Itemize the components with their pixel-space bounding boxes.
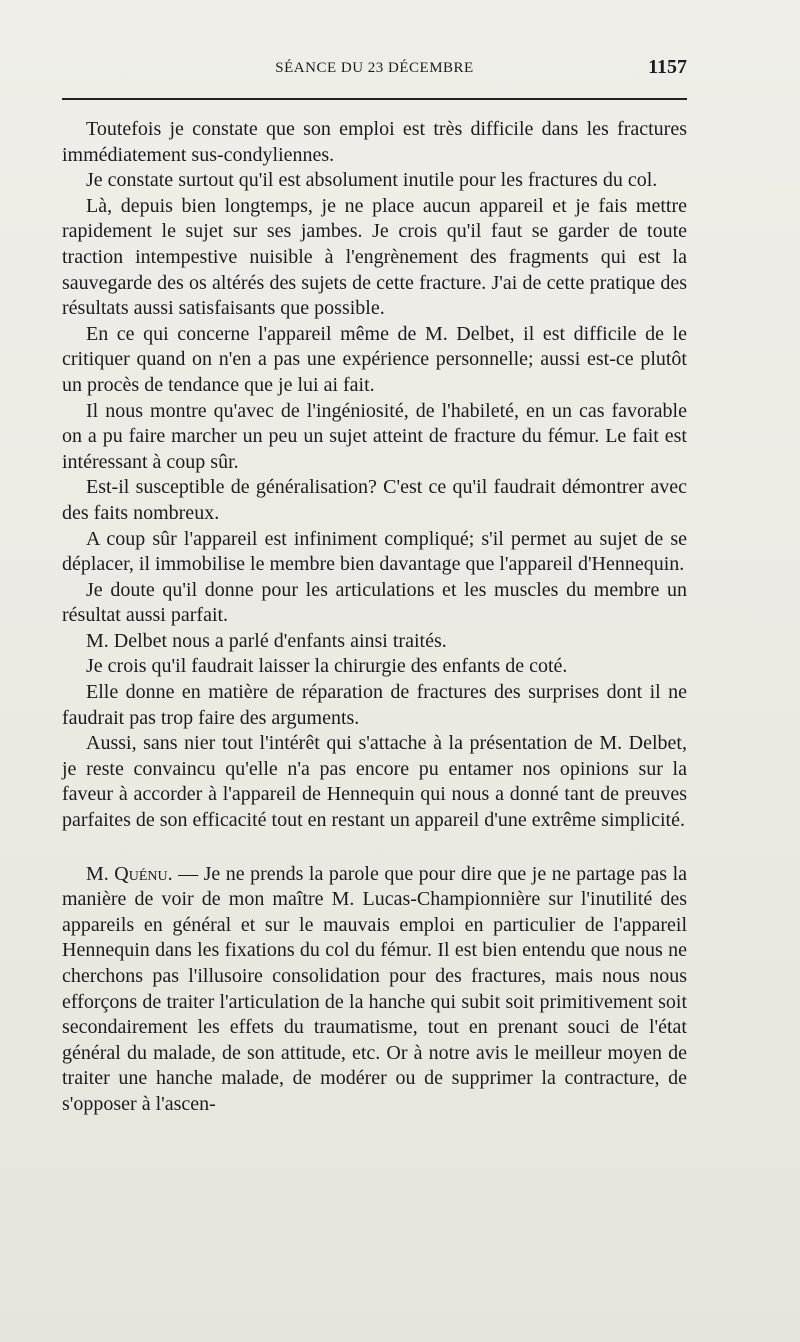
paragraph: Je constate surtout qu'il est absolument inutile pour les fractures du col.	[86, 169, 658, 192]
header-rule	[62, 98, 687, 100]
section-break	[62, 834, 687, 862]
queno-text: — Je ne prends la parole que pour dire que je ne partage pas la manière de voir de mon maître M. Lucas-Championnière sur l'inutilité des appareils en général et sur le mauvais emploi en particulier de l'appareil Hennequin dans les fixations du col du fémur. Il est bien entendu que nous ne cherchons pas l'illusoire consolidation pour des fractures, mais nous nous efforçons de traiter l'articulation de la hanche qui subit soit primitivement soit secondairement les effets du traumatisme, tout en prenant souci de l'état général du malade, de son attitude, etc. Or à notre avis le meilleur moyen de traiter une hanche malade, de modérer ou de supprimer la contracture, de s'opposer à l'ascen-	[62, 862, 688, 1115]
queno-paragraph	[62, 862, 687, 1118]
paragraph: Toutefois je constate que son emploi est très difficile dans les fractures immédiatement sus-condyliennes.	[62, 118, 687, 166]
body-text	[62, 117, 687, 1118]
paragraph: Je doute qu'il donne pour les articulations et les muscles du membre un résultat aussi parfait.	[62, 578, 687, 627]
paragraph: Est-il susceptible de généralisation? C'est ce qu'il faudrait démontrer avec des faits nombreux.	[62, 476, 687, 524]
paragraph: En ce qui concerne l'appareil même de M. Delbet, il est difficile de le critiquer quand on n'en a pas une expérience personnelle; aussi est-ce plutôt un procès de tendance que je lui ai fait.	[62, 322, 687, 396]
paragraph: Elle donne en matière de réparation de fractures des surprises dont il ne faudrait pas trop faire des arguments.	[62, 681, 687, 729]
speaker-name: M. Quénu.	[86, 862, 173, 885]
paragraph: Je crois qu'il faudrait laisser la chirurgie des enfants de coté.	[86, 655, 568, 678]
page-header	[62, 56, 687, 90]
page-number: 1157	[648, 56, 687, 78]
paragraph: M. Delbet nous a parlé d'enfants ainsi traités.	[86, 629, 447, 652]
paragraph: A coup sûr l'appareil est infiniment compliqué; s'il permet au sujet de se déplacer, il immobilise le membre bien davantage que l'appareil d'Hennequin.	[62, 527, 687, 576]
paragraph: Là, depuis bien longtemps, je ne place aucun appareil et je fais mettre rapidement le sujet sur ses jambes. Je crois qu'il faut se garder de toute traction intempestive nuisible à l'engrènement des fragments qui est la sauvegarde des os altérés des sujets de cette fracture. J'ai de cette pratique des résultats aussi satisfaisants que possible.	[62, 194, 687, 320]
paragraph: Aussi, sans nier tout l'intérêt qui s'attache à la présentation de M. Delbet, je reste convaincu qu'elle n'a pas encore pu entamer nos opinions sur la faveur à accorder à l'appareil de Hennequin qui nous a donné tant de preuves parfaites de son efficacité tout en restant un appareil d'une extrême simplicité.	[62, 732, 687, 832]
running-head: SÉANCE DU 23 DÉCEMBRE	[275, 60, 474, 76]
paragraph: Il nous montre qu'avec de l'ingéniosité, de l'habileté, en un cas favorable on a pu faire marcher un peu un sujet atteint de fracture du fémur. Le fait est intéressant à coup sûr.	[62, 399, 687, 473]
